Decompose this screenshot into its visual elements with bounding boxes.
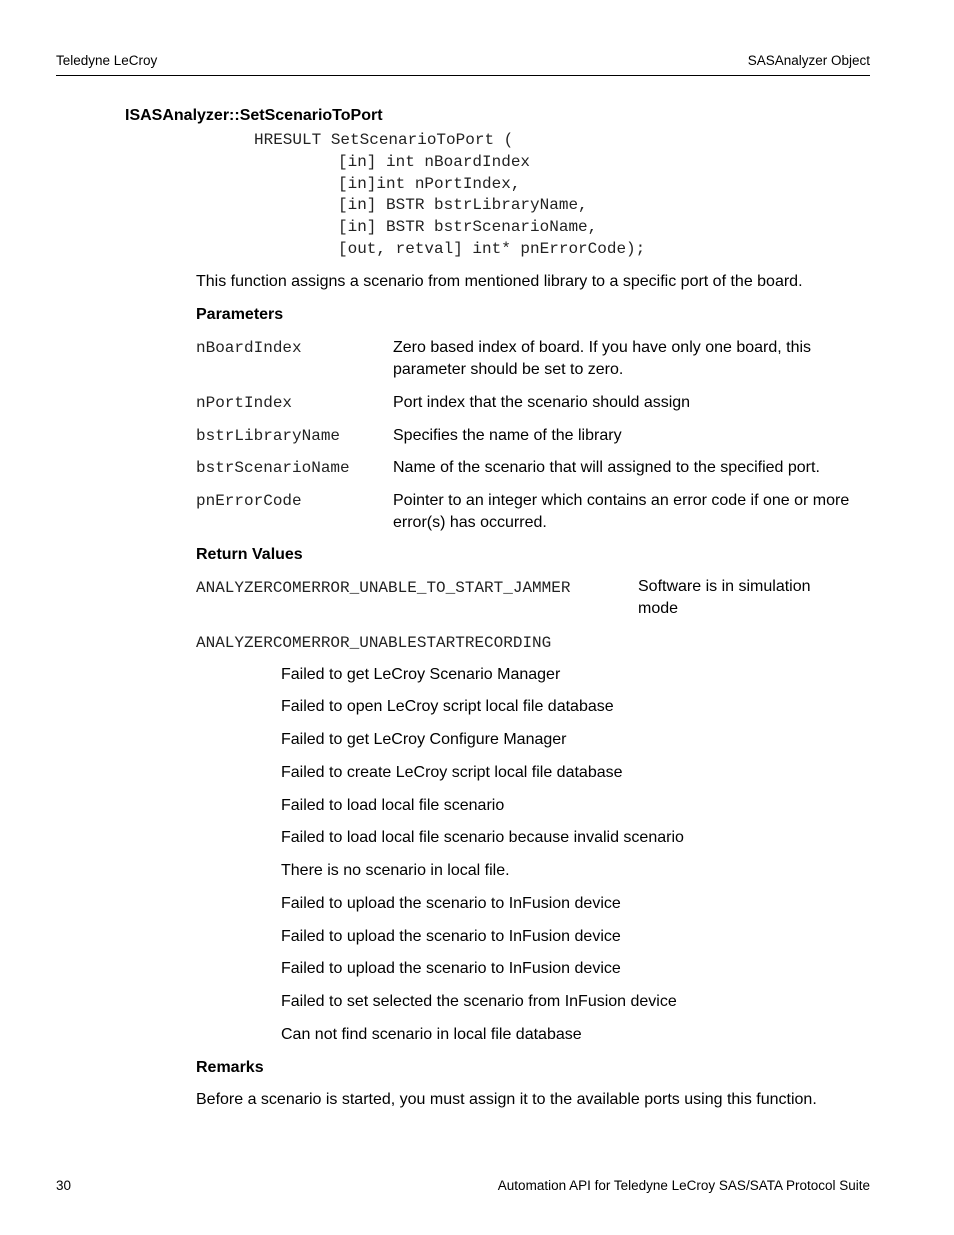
signature-line: [in] int nBoardIndex (338, 153, 531, 171)
error-item: Failed to get LeCroy Scenario Manager (281, 666, 561, 683)
header-right: SASAnalyzer Object (747, 53, 870, 68)
signature-line: [in] BSTR bstrLibraryName, (338, 196, 588, 214)
error-item: There is no scenario in local file. (281, 862, 510, 879)
param-name: pnErrorCode (196, 492, 302, 510)
error-item: Failed to set selected the scenario from InFusion device (281, 993, 677, 1010)
footer-right: Automation API for Teledyne LeCroy SAS/SATA Protocol Suite (497, 1178, 870, 1193)
param-desc: Pointer to an integer which contains an error code if one or more error(s) has occurred. (393, 492, 850, 531)
remarks-heading: Remarks (196, 1059, 264, 1076)
error-item: Failed to open LeCroy script local file database (281, 698, 614, 715)
param-desc: Specifies the name of the library (393, 427, 622, 444)
param-desc: Name of the scenario that will assigned to the specified port. (393, 459, 820, 476)
page-header (56, 53, 870, 76)
param-name: nPortIndex (196, 394, 293, 412)
function-title: ISASAnalyzer::SetScenarioToPort (125, 107, 383, 124)
error-item: Failed to upload the scenario to InFusion device (281, 895, 621, 912)
signature-line: [in] BSTR bstrScenarioName, (338, 218, 598, 236)
signature-line: HRESULT SetScenarioToPort ( (254, 131, 514, 149)
param-name: bstrLibraryName (196, 427, 341, 445)
signature-line: [out, retval] int* pnErrorCode); (338, 240, 646, 258)
return-value-name: ANALYZERCOMERROR_UNABLE_TO_START_JAMMER (196, 579, 571, 597)
header-left: Teledyne LeCroy (56, 53, 158, 68)
error-item: Failed to upload the scenario to InFusion device (281, 960, 621, 977)
parameters-heading: Parameters (196, 306, 284, 323)
return-value-desc: Software is in simulation mode (638, 578, 811, 617)
description: This function assigns a scenario from mentioned library to a specific port of the board. (196, 273, 803, 290)
error-item: Failed to create LeCroy script local file database (281, 764, 623, 781)
error-item: Failed to get LeCroy Configure Manager (281, 731, 567, 748)
error-item: Failed to upload the scenario to InFusion device (281, 928, 621, 945)
param-desc: Port index that the scenario should assign (393, 394, 691, 411)
page-number: 30 (56, 1178, 72, 1193)
param-name: nBoardIndex (196, 339, 302, 357)
error-item: Can not find scenario in local file database (281, 1026, 582, 1043)
param-name: bstrScenarioName (196, 459, 350, 477)
return-values-heading: Return Values (196, 546, 303, 563)
error-item: Failed to load local file scenario because invalid scenario (281, 829, 684, 846)
signature-line: [in]int nPortIndex, (338, 175, 521, 193)
param-desc: Zero based index of board. If you have only one board, this parameter should be set to zero. (393, 339, 812, 378)
remarks-text: Before a scenario is started, you must assign it to the available ports using this function. (196, 1091, 817, 1108)
return-value-name: ANALYZERCOMERROR_UNABLESTARTRECORDING (196, 634, 552, 652)
error-item: Failed to load local file scenario (281, 797, 505, 814)
